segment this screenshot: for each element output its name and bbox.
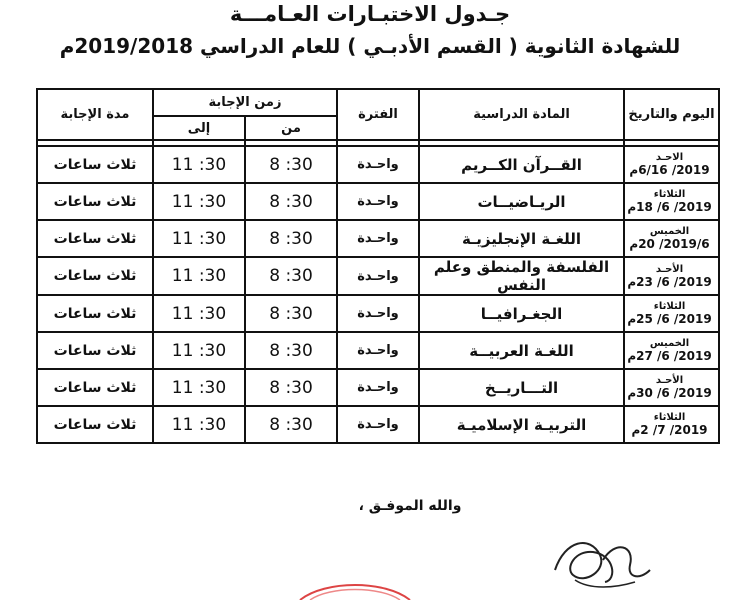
- signature: [545, 530, 655, 592]
- time-to-cell: 11 :30: [153, 257, 245, 295]
- stamp: [295, 578, 415, 600]
- table-row: [37, 146, 719, 183]
- duration-cell: ثلاث ساعات: [37, 220, 153, 257]
- exam-date: 2019/ 7/ 2م: [631, 423, 708, 437]
- closing-text: والله الموفـق ،: [358, 498, 462, 514]
- time-to-cell: 11 :30: [153, 183, 245, 220]
- table-row: [37, 183, 719, 220]
- subject-cell: اللغـة العربيــة: [419, 332, 624, 369]
- time-to-cell: 11 :30: [153, 146, 245, 183]
- day-date-cell: [624, 220, 719, 257]
- duration-cell: ثلاث ساعات: [37, 183, 153, 220]
- day-date-cell: [624, 257, 719, 295]
- time-from-cell: 8 :30: [245, 369, 337, 406]
- time-from-cell: 8 :30: [245, 183, 337, 220]
- day-date-cell: [624, 295, 719, 332]
- time-from-cell: 8 :30: [245, 220, 337, 257]
- day-date-cell: [624, 406, 719, 443]
- table-row: [37, 220, 719, 257]
- subject-cell: التـــاريــخ: [419, 369, 624, 406]
- duration-cell: ثلاث ساعات: [37, 406, 153, 443]
- table-row: [37, 369, 719, 406]
- table-row: [37, 332, 719, 369]
- exam-date: 2019/ 6/ 25م: [627, 312, 712, 326]
- header-duration: مدة الإجابة: [37, 89, 153, 140]
- period-cell: واحـدة: [337, 257, 419, 295]
- exam-date: 2019/ 6/ 27م: [627, 349, 712, 363]
- exam-schedule-table: [36, 88, 720, 444]
- exam-date: 2019/ 6/16م: [629, 163, 710, 177]
- day-date-cell: [624, 332, 719, 369]
- subject-cell: الجغـرافيــا: [419, 295, 624, 332]
- exam-date: 2019/ 6/ 18م: [627, 200, 712, 214]
- duration-cell: ثلاث ساعات: [37, 257, 153, 295]
- header-subject: المادة الدراسية: [419, 89, 624, 140]
- table-row: [37, 295, 719, 332]
- duration-cell: ثلاث ساعات: [37, 146, 153, 183]
- time-from-cell: 8 :30: [245, 257, 337, 295]
- period-cell: واحـدة: [337, 183, 419, 220]
- header-answer-time: زمن الإجابة: [153, 89, 337, 116]
- subject-cell: الفلسفة والمنطق وعلم النفس: [419, 257, 624, 295]
- subject-cell: الريـاضيــات: [419, 183, 624, 220]
- period-cell: واحـدة: [337, 295, 419, 332]
- document-subtitle: للشهادة الثانوية ( القسم الأدبـي ) للعام الدراسي 2019/2018م: [59, 34, 681, 58]
- time-from-cell: 8 :30: [245, 146, 337, 183]
- day-date-cell: [624, 369, 719, 406]
- time-from-cell: 8 :30: [245, 332, 337, 369]
- time-to-cell: 11 :30: [153, 369, 245, 406]
- time-to-cell: 11 :30: [153, 406, 245, 443]
- header-to: إلى: [153, 116, 245, 140]
- day-name: الأحـد: [655, 375, 684, 386]
- duration-cell: ثلاث ساعات: [37, 369, 153, 406]
- day-date-cell: [624, 146, 719, 183]
- day-name: الثلاثاء: [653, 412, 686, 423]
- duration-cell: ثلاث ساعات: [37, 295, 153, 332]
- period-cell: واحـدة: [337, 369, 419, 406]
- time-from-cell: 8 :30: [245, 295, 337, 332]
- exam-date: 2019/ 6/ 23م: [627, 274, 712, 289]
- period-cell: واحـدة: [337, 332, 419, 369]
- day-name: الاحـد: [655, 152, 684, 163]
- document-title: جـدول الاختبـارات العـامـــة: [229, 2, 511, 26]
- subject-cell: التربيـة الإسلاميـة: [419, 406, 624, 443]
- period-cell: واحـدة: [337, 406, 419, 443]
- day-date-cell: [624, 183, 719, 220]
- time-to-cell: 11 :30: [153, 332, 245, 369]
- table-row: [37, 406, 719, 443]
- subject-cell: اللغـة الإنجليزيـة: [419, 220, 624, 257]
- time-from-cell: 8 :30: [245, 406, 337, 443]
- exam-date: 2019/6/ 20م: [629, 237, 710, 251]
- header-period: الفترة: [337, 89, 419, 140]
- subject-cell: القــرآن الكــريم: [419, 146, 624, 183]
- period-cell: واحـدة: [337, 146, 419, 183]
- table-row: [37, 257, 719, 295]
- day-name: الثلاثاء: [653, 301, 686, 312]
- time-to-cell: 11 :30: [153, 295, 245, 332]
- day-name: الأحـد: [655, 263, 684, 275]
- day-name: الثلاثاء: [653, 189, 686, 200]
- day-name: الخميس: [649, 338, 690, 349]
- day-name: الخميس: [649, 226, 690, 237]
- period-cell: واحـدة: [337, 220, 419, 257]
- header-day-date: اليوم والتاريخ: [624, 89, 719, 140]
- exam-date: 2019/ 6/ 30م: [627, 386, 712, 400]
- duration-cell: ثلاث ساعات: [37, 332, 153, 369]
- time-to-cell: 11 :30: [153, 220, 245, 257]
- header-from: من: [245, 116, 337, 140]
